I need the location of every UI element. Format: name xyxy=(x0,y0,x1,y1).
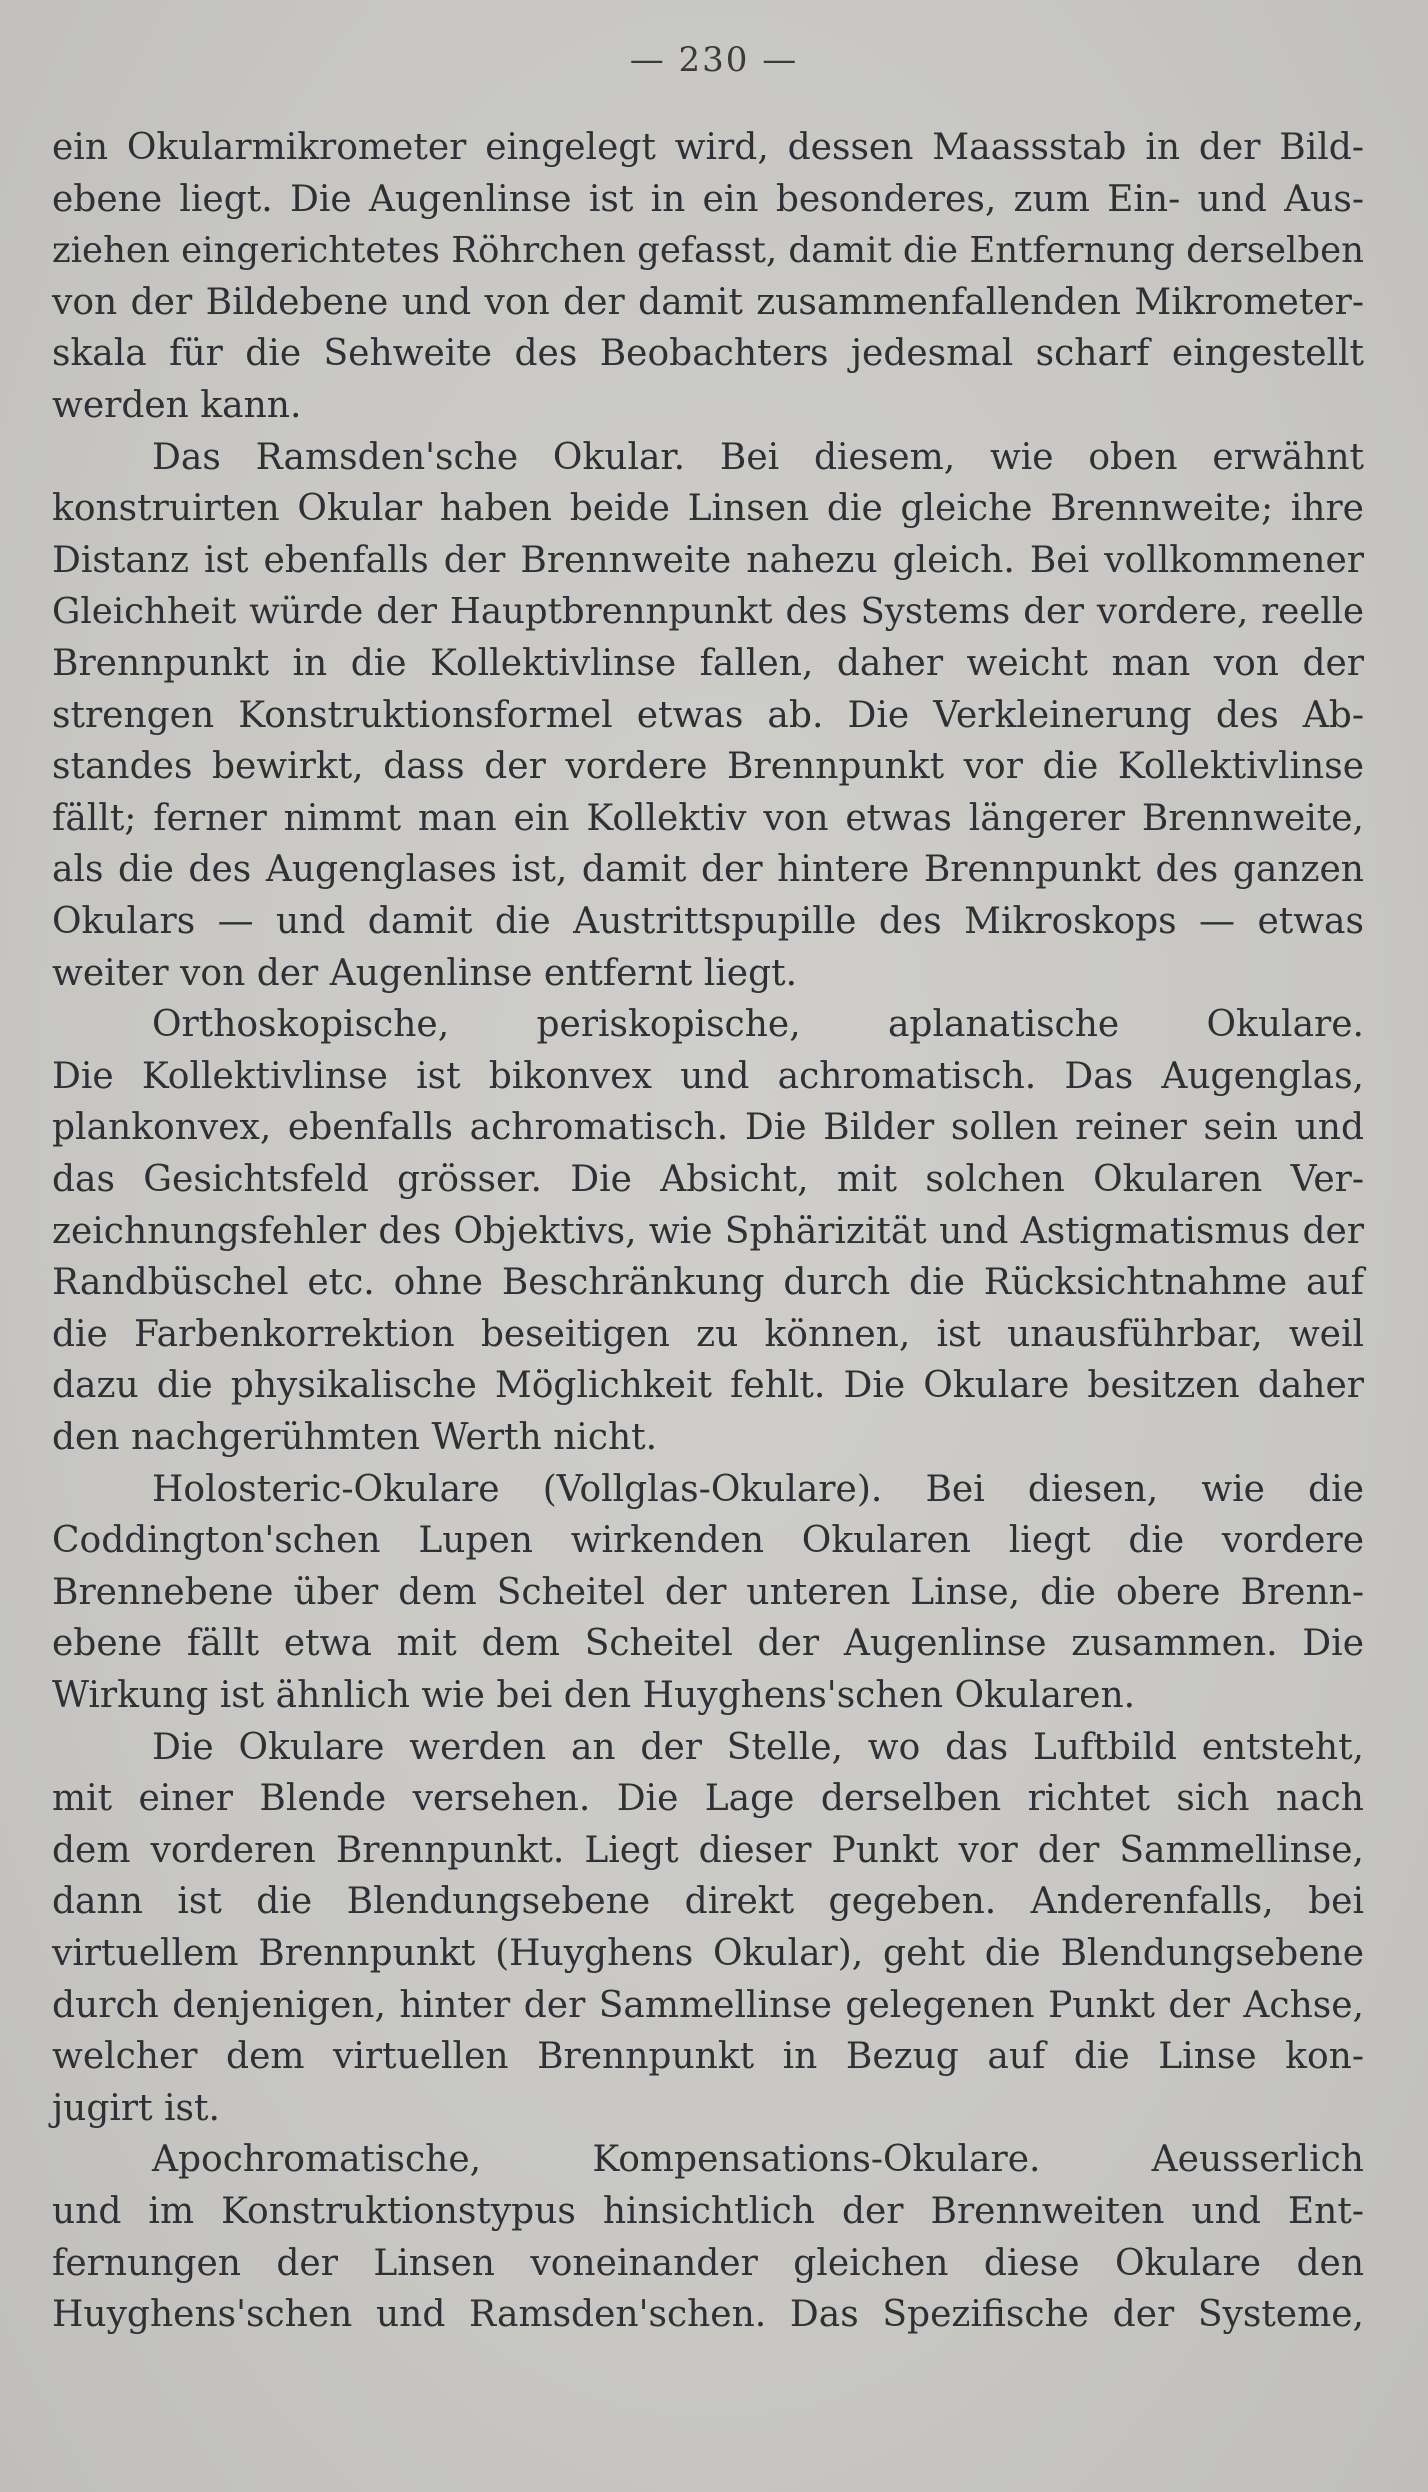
text-line: skala für die Sehweite des Beobachters jedesmal scharf eingestellt xyxy=(52,333,1364,375)
text-line: dem vorderen Brennpunkt. Liegt dieser Punkt vor der Sammellinse, xyxy=(52,1829,1364,1871)
text-line: als die des Augenglases ist, damit der hintere Brennpunkt des ganzen xyxy=(52,849,1364,891)
text-line: Holosteric-Okulare (Vollglas-Okulare). Bei diesen, wie die xyxy=(152,1468,1364,1510)
text-line: Das Ramsden'sche Okular. Bei diesem, wie oben erwähnt xyxy=(152,436,1364,478)
text-line: werden kann. xyxy=(52,385,302,426)
text-line: standes bewirkt, dass der vordere Brennpunkt vor die Kollektivlinse xyxy=(52,746,1364,788)
text-line: welcher dem virtuellen Brennpunkt in Bezug auf die Linse kon- xyxy=(52,2036,1364,2078)
text-line: von der Bildebene und von der damit zusammenfallenden Mikrometer- xyxy=(52,281,1364,323)
text-line: dazu die physikalische Möglichkeit fehlt. Die Okulare besitzen daher xyxy=(52,1365,1364,1407)
text-line: Die Okulare werden an der Stelle, wo das Luftbild entsteht, xyxy=(152,1726,1364,1768)
text-line: Orthoskopische, periskopische, aplanatische Okulare. xyxy=(152,1004,1364,1046)
text-line: fällt; ferner nimmt man ein Kollektiv von etwas längerer Brennweite, xyxy=(52,797,1364,839)
text-line: das Gesichtsfeld grösser. Die Absicht, mit solchen Okularen Ver- xyxy=(52,1159,1364,1200)
page-number: — 230 — xyxy=(629,40,799,80)
text-line: Apochromatische, Kompensations-Okulare. Aeusserlich xyxy=(152,2139,1364,2181)
text-line: Coddington'schen Lupen wirkenden Okularen liegt die vordere xyxy=(52,1520,1364,1562)
text-line: die Farbenkorrektion beseitigen zu können, ist unausführbar, weil xyxy=(52,1313,1364,1355)
text-line: Gleichheit würde der Hauptbrennpunkt des Systems der vordere, reelle xyxy=(52,591,1364,633)
text-line: zeichnungsfehler des Objektivs, wie Sphärizität und Astigmatismus der xyxy=(52,1210,1364,1252)
text-line: plankonvex, ebenfalls achromatisch. Die Bilder sollen reiner sein und xyxy=(52,1107,1364,1149)
text-line: Wirkung ist ähnlich wie bei den Huyghens'schen Okularen. xyxy=(52,1675,1136,1716)
text-line: den nachgerühmten Werth nicht. xyxy=(52,1417,658,1458)
text-line: Brennpunkt in die Kollektivlinse fallen, daher weicht man von der xyxy=(52,643,1364,684)
text-line: dann ist die Blendungsebene direkt gegeben. Anderenfalls, bei xyxy=(52,1881,1364,1923)
text-line: virtuellem Brennpunkt (Huyghens Okular), geht die Blendungsebene xyxy=(52,1933,1364,1974)
text-line: durch denjenigen, hinter der Sammellinse gelegenen Punkt der Achse, xyxy=(52,1984,1364,2026)
text-line: weiter von der Augenlinse entfernt liegt. xyxy=(52,952,798,994)
text-line: ebene fällt etwa mit dem Scheitel der Augenlinse zusammen. Die xyxy=(52,1623,1364,1665)
text-line: und im Konstruktionstypus hinsichtlich der Brennweiten und Ent- xyxy=(52,2191,1364,2232)
text-line: ebene liegt. Die Augenlinse ist in ein besonderes, zum Ein- und Aus- xyxy=(52,178,1364,220)
text-line: ziehen eingerichtetes Röhrchen gefasst, damit die Entfernung derselben xyxy=(52,230,1364,272)
text-line: mit einer Blende versehen. Die Lage derselben richtet sich nach xyxy=(52,1778,1364,1820)
text-line: Brennebene über dem Scheitel der unteren Linse, die obere Brenn- xyxy=(52,1571,1364,1613)
text-line: Huyghens'schen und Ramsden'schen. Das Spezifische der Systeme, xyxy=(52,2294,1364,2336)
text-line: Randbüschel etc. ohne Beschränkung durch die Rücksichtnahme auf xyxy=(52,1262,1364,1304)
text-line: strengen Konstruktionsformel etwas ab. Die Verkleinerung des Ab- xyxy=(52,694,1364,736)
text-line: Die Kollektivlinse ist bikonvex und achromatisch. Das Augenglas, xyxy=(52,1055,1364,1097)
text-line: jugirt ist. xyxy=(52,2087,220,2129)
text-line: konstruirten Okular haben beide Linsen die gleiche Brennweite; ihre xyxy=(52,488,1364,530)
text-line: Distanz ist ebenfalls der Brennweite nahezu gleich. Bei vollkommener xyxy=(52,539,1364,581)
text-line: ein Okularmikrometer eingelegt wird, dessen Maassstab in der Bild- xyxy=(52,127,1364,168)
text-line: Okulars — und damit die Austrittspupille des Mikroskops — etwas xyxy=(52,901,1364,942)
text-line: fernungen der Linsen voneinander gleichen diese Okulare den xyxy=(52,2242,1364,2284)
